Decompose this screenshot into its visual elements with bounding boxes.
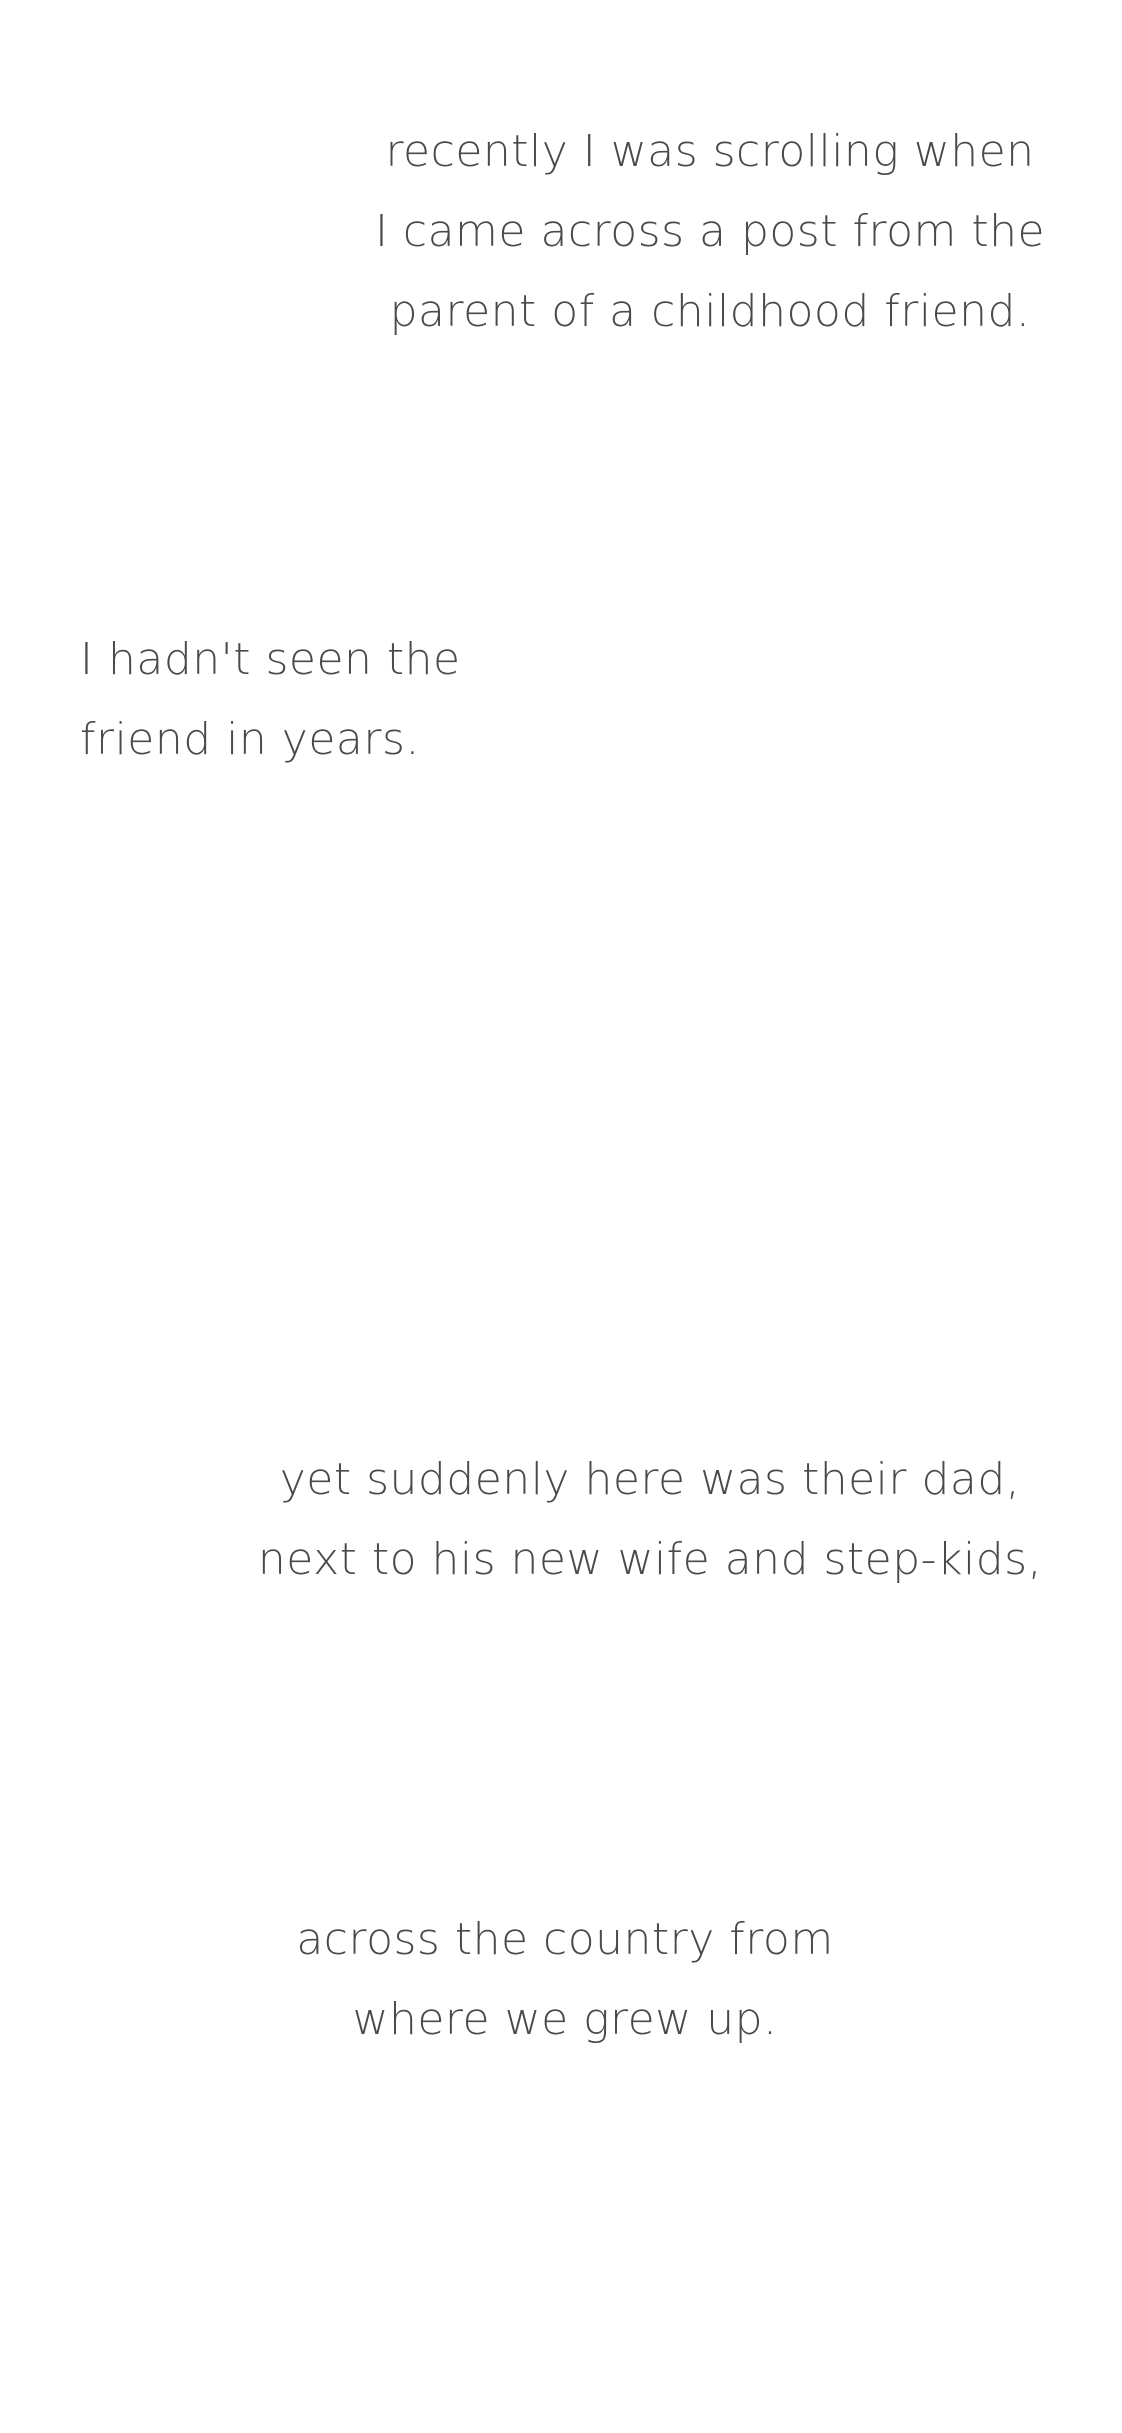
caption-2-line-1: I hadn't seen the (80, 634, 461, 685)
caption-1-line-2: I came across a post from the (374, 206, 1046, 257)
caption-1-line-3: parent of a childhood friend. (389, 286, 1031, 337)
caption-2-line-2: friend in years. (80, 714, 420, 765)
caption-4-line-2: where we grew up. (352, 1994, 778, 2045)
caption-panel-2 (80, 620, 500, 780)
caption-1-line-1: recently I was scrolling when (385, 126, 1035, 177)
caption-panel-3 (230, 1440, 1070, 1600)
caption-panel-1 (340, 112, 1080, 352)
caption-panel-4 (255, 1900, 875, 2060)
caption-3-line-1: yet suddenly here was their dad, (279, 1454, 1021, 1505)
caption-4-line-1: across the country from (296, 1914, 834, 1965)
caption-3-line-2: next to his new wife and step-kids, (257, 1534, 1043, 1585)
